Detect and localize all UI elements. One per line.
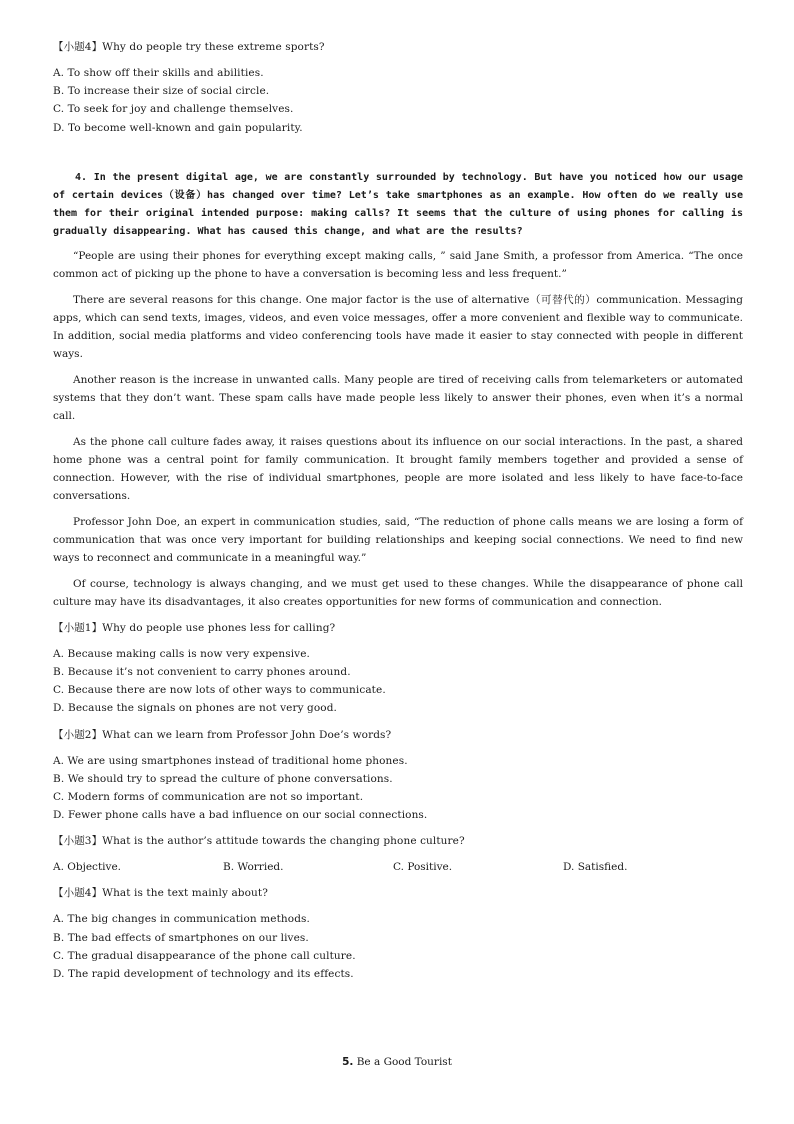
- exam-page: [53, 38, 743, 983]
- q2-option-d: D. Fewer phone calls have a bad influence on our social connections.: [53, 809, 428, 822]
- question-1-stem: 【小题1】Why do people use phones less for calling?: [53, 621, 336, 634]
- q4-option-b: B. The bad effects of smartphones on our lives.: [53, 931, 309, 944]
- passage-paragraph-1: “People are using their phones for everything except making calls, ” said Jane Smith, a professor from America. “The once common act of picking up the phone to have a conversation is becoming less and less frequent.”: [53, 249, 743, 280]
- next-passage-number: 5.: [342, 1056, 354, 1068]
- prev-question-stem: 【小题4】Why do people try these extreme sports?: [53, 41, 325, 53]
- question-4-options: [53, 910, 743, 983]
- q3-option-d: D. Satisfied.: [563, 861, 628, 874]
- question-4-stem: 【小题4】What is the text mainly about?: [53, 887, 268, 900]
- q1-option-d: D. Because the signals on phones are not very good.: [53, 702, 337, 715]
- passage-paragraph-6: Of course, technology is always changing, and we must get used to these changes. While the disappearance of phone call culture may have its disadvantages, it also creates opportunities for new forms of communication and connection.: [53, 577, 743, 608]
- q3-option-a: A. Objective.: [53, 861, 121, 874]
- q2-option-a: A. We are using smartphones instead of traditional home phones.: [53, 754, 408, 767]
- question-2-stem: 【小题2】What can we learn from Professor John Doe’s words?: [53, 728, 392, 741]
- passage-number: 4.: [75, 171, 88, 183]
- prev-option-c: C. To seek for joy and challenge themselves.: [53, 103, 294, 116]
- q4-option-a: A. The big changes in communication methods.: [53, 913, 310, 926]
- passage-paragraph-2: There are several reasons for this change. One major factor is the use of alternative（可替代的）communication. Messaging apps, which can send texts, images, videos, and even voice messages, offer a more convenient and flexible way to communicate. In addition, social media platforms and video conferencing tools have made it easier to stay connected with people in different ways.: [53, 293, 743, 360]
- q1-option-a: A. Because making calls is now very expensive.: [53, 647, 310, 660]
- q2-option-b: B. We should try to spread the culture of phone conversations.: [53, 772, 393, 785]
- passage-intro-text: In the present digital age, we are constantly surrounded by technology. But have you noticed how our usage of certain devices（设备）has changed over time? Let’s take smartphones as an example. How often do we really use them for their original intended purpose: making calls? It seems that the culture of using phones for calling is gradually disappearing. What has caused this change, and what are the results?: [53, 171, 743, 237]
- passage-paragraph-3: Another reason is the increase in unwanted calls. Many people are tired of receiving calls from telemarketers or automated systems that they don’t want. These spam calls have made people less likely to answer their phones, even when it’s a normal call.: [53, 373, 743, 422]
- question-3-stem: 【小题3】What is the author’s attitude towards the changing phone culture?: [53, 835, 465, 848]
- prev-question-options: [53, 64, 743, 137]
- passage-paragraph-4: As the phone call culture fades away, it raises questions about its influence on our social interactions. In the past, a shared home phone was a central point for family communication. It brought family members together and provided a sense of connection. However, with the rise of individual smartphones, people are more isolated and less likely to have face-to-face conversations.: [53, 435, 743, 502]
- next-passage-title-text: Be a Good Tourist: [356, 1056, 452, 1068]
- question-3-options: [53, 858, 743, 876]
- q4-option-d: D. The rapid development of technology and its effects.: [53, 968, 354, 981]
- q2-option-c: C. Modern forms of communication are not so important.: [53, 791, 364, 804]
- q4-option-c: C. The gradual disappearance of the phone call culture.: [53, 949, 356, 962]
- passage-intro: [53, 169, 743, 241]
- prev-option-d: D. To become well-known and gain popularity.: [53, 121, 303, 134]
- question-1-options: [53, 645, 743, 718]
- q3-option-c: C. Positive.: [393, 861, 453, 874]
- passage-paragraph-5: Professor John Doe, an expert in communication studies, said, “The reduction of phone calls means we are losing a form of communication that was once very important for building relationships and keeping social connections. We need to find new ways to reconnect and communicate in a meaningful way.”: [53, 515, 743, 564]
- q1-option-c: C. Because there are now lots of other ways to communicate.: [53, 684, 386, 697]
- prev-option-a: A. To show off their skills and abilities.: [53, 67, 264, 79]
- q3-option-b: B. Worried.: [223, 861, 284, 874]
- question-2-options: [53, 752, 743, 825]
- q1-option-b: B. Because it’s not convenient to carry phones around.: [53, 666, 351, 679]
- next-passage-title: [0, 1053, 794, 1071]
- prev-option-b: B. To increase their size of social circle.: [53, 85, 270, 98]
